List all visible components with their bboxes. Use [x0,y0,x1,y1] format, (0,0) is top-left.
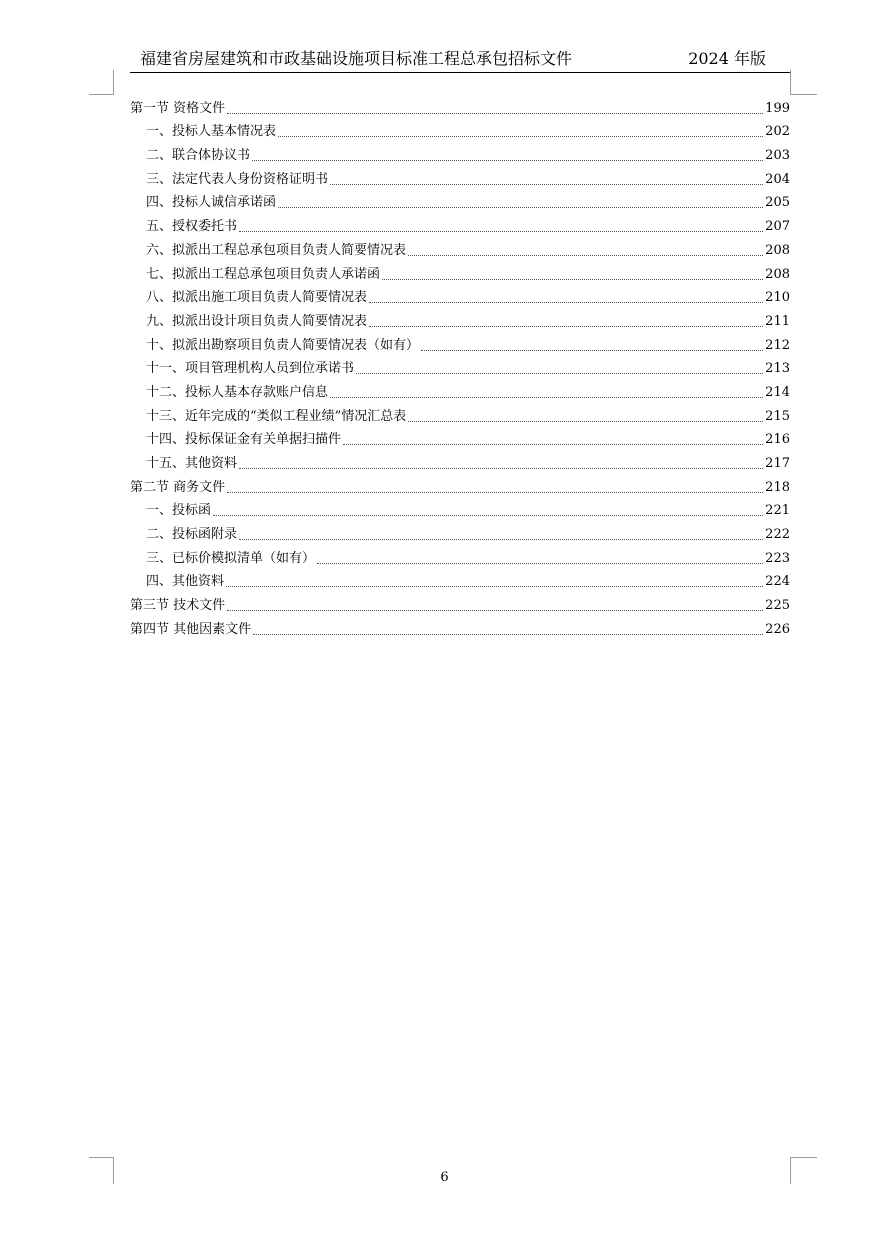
toc-subsection-entry[interactable] [130,402,790,426]
toc-entry-page-number: 208 [765,266,790,282]
toc-dot-leader [227,492,763,493]
toc-entry-page-number: 218 [765,479,790,495]
toc-entry-label: 第一节 资格文件 [130,100,226,116]
toc-dot-leader [317,563,763,564]
toc-entry-label: 二、联合体协议书 [146,148,251,164]
toc-dot-leader [227,113,763,114]
toc-dot-leader [253,634,763,635]
toc-entry-page-number: 223 [765,550,790,566]
toc-dot-leader [369,302,763,303]
toc-entry-label: 第四节 其他因素文件 [130,621,252,637]
toc-entry-page-number: 204 [765,171,790,187]
toc-entry-page-number: 222 [765,527,790,543]
toc-entry-label: 五、授权委托书 [146,219,238,235]
toc-section-entry[interactable] [130,615,790,639]
toc-entry-page-number: 210 [765,290,790,306]
document-title: 福建省房屋建筑和市政基础设施项目标准工程总承包招标文件 [140,49,573,68]
toc-entry-page-number: 202 [765,124,790,140]
toc-subsection-entry[interactable] [130,497,790,521]
toc-subsection-entry[interactable] [130,520,790,544]
toc-dot-leader [278,136,763,137]
toc-entry-page-number: 213 [765,361,790,377]
toc-dot-leader [252,160,763,161]
toc-entry-label: 十三、近年完成的“类似工程业绩”情况汇总表 [146,408,407,424]
toc-entry-page-number: 199 [765,100,790,116]
toc-entry-label: 六、拟派出工程总承包项目负责人简要情况表 [146,242,407,258]
toc-dot-leader [226,586,763,587]
toc-subsection-entry[interactable] [130,260,790,284]
toc-entry-page-number: 208 [765,242,790,258]
toc-dot-leader [227,610,763,611]
toc-entry-page-number: 205 [765,195,790,211]
toc-subsection-entry[interactable] [130,426,790,450]
toc-dot-leader [369,326,763,327]
toc-subsection-entry[interactable] [130,307,790,331]
toc-subsection-entry[interactable] [130,378,790,402]
toc-subsection-entry[interactable] [130,165,790,189]
toc-subsection-entry[interactable] [130,544,790,568]
toc-entry-label: 第二节 商务文件 [130,479,226,495]
toc-entry-page-number: 214 [765,384,790,400]
toc-entry-label: 一、投标人基本情况表 [146,124,277,140]
page-header [130,46,790,73]
toc-entry-page-number: 221 [765,503,790,519]
toc-entry-label: 一、投标函 [146,503,212,519]
toc-dot-leader [382,279,763,280]
toc-entry-label: 十五、其他资料 [146,456,238,471]
toc-section-entry[interactable] [130,473,790,497]
toc-subsection-entry[interactable] [130,212,790,236]
toc-entry-page-number: 215 [765,408,790,424]
toc-subsection-entry[interactable] [130,355,790,379]
toc-entry-label: 十一、项目管理机构人员到位承诺书 [146,361,355,377]
toc-dot-leader [421,350,763,351]
toc-entry-label: 四、其他资料 [146,574,225,590]
toc-entry-label: 十、拟派出勘察项目负责人简要情况表（如有） [146,337,420,353]
toc-entry-label: 三、法定代表人身份资格证明书 [146,171,329,187]
toc-dot-leader [239,539,763,540]
toc-subsection-entry[interactable] [130,189,790,213]
toc-entry-label: 八、拟派出施工项目负责人简要情况表 [146,290,368,306]
toc-subsection-entry[interactable] [130,118,790,142]
toc-entry-label: 三、已标价模拟清单（如有） [146,550,316,566]
toc-dot-leader [343,444,763,445]
toc-entry-page-number: 225 [765,598,790,614]
toc-subsection-entry[interactable] [130,449,790,473]
toc-entry-label: 九、拟派出设计项目负责人简要情况表 [146,313,368,329]
toc-entry-label: 二、投标函附录 [146,527,238,543]
toc-entry-page-number: 203 [765,148,790,164]
toc-entry-page-number: 212 [765,337,790,353]
toc-section-entry[interactable] [130,591,790,615]
toc-entry-label: 七、拟派出工程总承包项目负责人承诺函 [146,266,381,282]
crop-mark-top-right [790,70,817,95]
toc-entry-page-number: 217 [765,456,790,471]
crop-mark-top-left [89,70,114,95]
toc-entry-page-number: 226 [765,621,790,637]
page-footer [0,1170,889,1185]
toc-dot-leader [408,255,763,256]
toc-subsection-entry[interactable] [130,236,790,260]
page-number: 6 [440,1170,449,1185]
toc-dot-leader [408,421,763,422]
toc-dot-leader [213,515,763,516]
toc-dot-leader [330,184,763,185]
toc-dot-leader [239,231,763,232]
toc-entry-page-number: 216 [765,432,790,448]
toc-entry-label: 十二、投标人基本存款账户信息 [146,384,329,400]
toc-dot-leader [278,207,763,208]
toc-subsection-entry[interactable] [130,141,790,165]
toc-entry-label: 十四、投标保证金有关单据扫描件 [146,432,342,448]
toc-dot-leader [239,468,763,469]
toc-entry-label: 第三节 技术文件 [130,598,226,614]
table-of-contents [130,94,790,639]
toc-section-entry[interactable] [130,94,790,118]
toc-dot-leader [356,373,763,374]
toc-subsection-entry[interactable] [130,568,790,592]
toc-subsection-entry[interactable] [130,331,790,355]
toc-entry-page-number: 207 [765,219,790,235]
toc-entry-label: 四、投标人诚信承诺函 [146,195,277,211]
toc-subsection-entry[interactable] [130,284,790,308]
document-edition: 2024 年版 [688,49,766,68]
toc-entry-page-number: 211 [765,313,790,329]
toc-dot-leader [330,397,763,398]
toc-entry-page-number: 224 [765,574,790,590]
